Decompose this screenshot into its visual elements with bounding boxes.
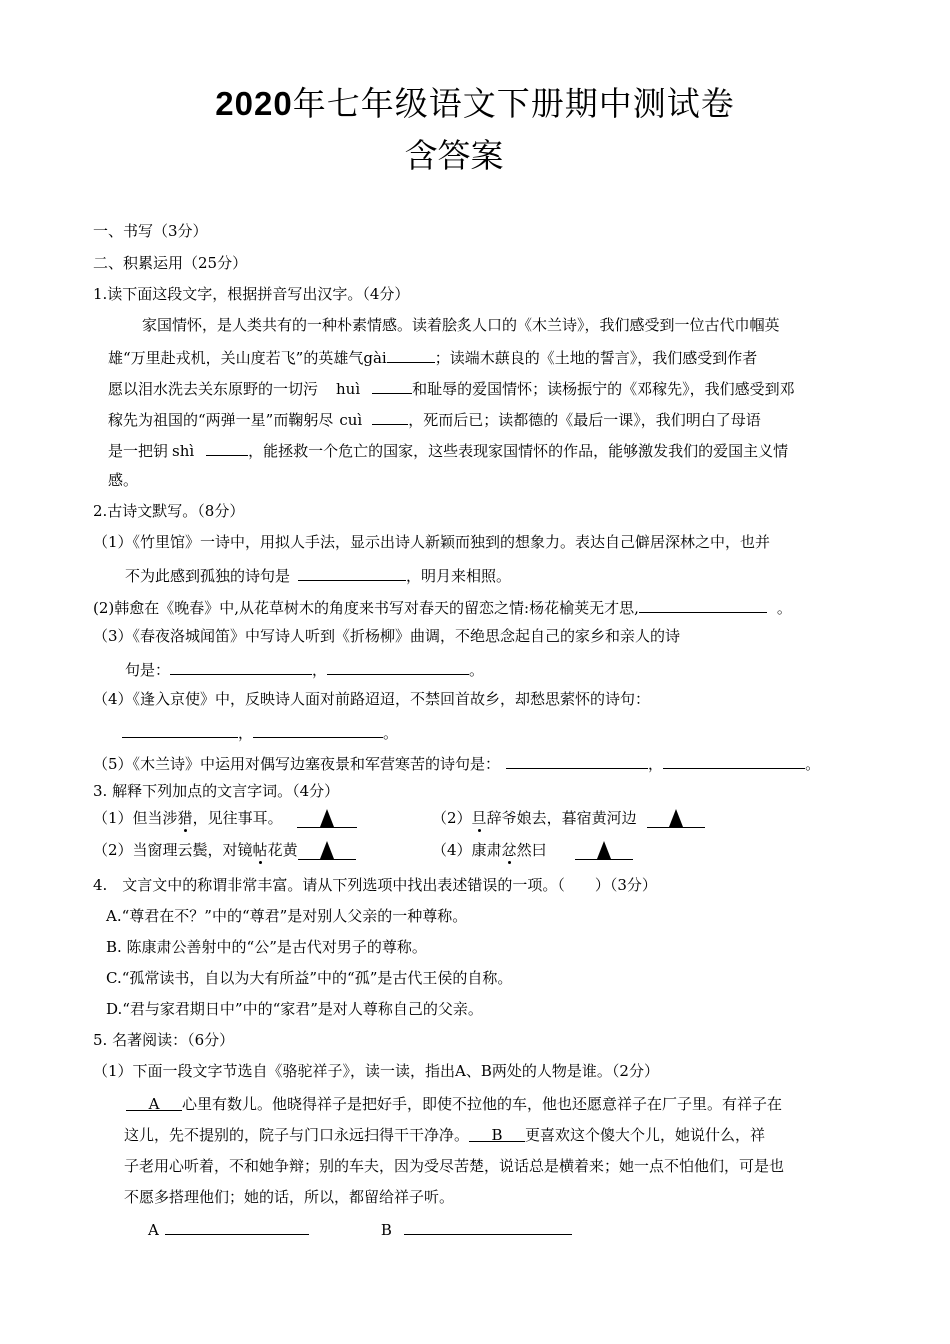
passage-line: 子老用心听着，不和她争辩；别的车夫，因为受尽苦楚，说话总是横着来；她一点不怕他们，可是也 xyxy=(124,1157,785,1175)
question-2-part-4-cont: ， 。 xyxy=(122,721,950,743)
question-1-line: 愿以泪水洗去关东原野的一切污 huì 和耻辱的爱国情怀；读杨振宁的《邓稼先》，我们感受到邓 xyxy=(108,377,950,399)
answer-blank[interactable] xyxy=(298,841,356,860)
question-4-option-d[interactable]: D.“君与家君期日中”中的“家君”是对人尊称自己的父亲。 xyxy=(106,1000,483,1018)
question-1-stem: 1.读下面这段文字，根据拼音写出汉字。（4分） xyxy=(93,285,410,303)
title-main: 年七年级语文下册期中测试卷 xyxy=(292,84,735,123)
answer-blank[interactable] xyxy=(372,377,412,394)
question-4-stem: 4. 文言文中的称谓非常丰富。请从下列选项中找出表述错误的一项。（ ）（3分） xyxy=(93,876,657,894)
answer-blank[interactable] xyxy=(297,809,357,828)
answer-blank[interactable] xyxy=(506,752,648,769)
answer-blank-a[interactable]: A xyxy=(126,1094,182,1111)
question-1-line: 稼先为祖国的“两弹一星”而鞠躬尽 cuì ，死而后已；读都德的《最后一课》，我们明白了母语 xyxy=(108,408,950,430)
triangle-marker-icon xyxy=(320,841,334,859)
pinyin: gài xyxy=(363,349,387,367)
question-2-part-1: （1）《竹里馆》一诗中，用拟人手法，显示出诗人新颖而独到的想象力。表达自己僻居深林之中，也并 xyxy=(93,533,771,551)
dotted-char: 猎 xyxy=(177,809,193,827)
triangle-marker-icon xyxy=(320,809,334,827)
answer-blank[interactable] xyxy=(387,346,435,363)
triangle-marker-icon xyxy=(597,841,611,859)
question-1-line: 家国情怀，是人类共有的一种朴素情感。读着脍炙人口的《木兰诗》，我们感受到一位古代巾帼英 xyxy=(142,316,780,334)
question-2-part-4: （4）《逢入京使》中，反映诗人面对前路迢迢，不禁回首故乡，却愁思萦怀的诗句： xyxy=(93,690,651,708)
question-2-stem: 2.古诗文默写。（8分） xyxy=(93,502,245,520)
question-3-item-3: （2）当窗理云鬓，对镜帖花黄 xyxy=(93,840,950,860)
question-1-line: 感。 xyxy=(108,471,139,489)
answer-blank[interactable] xyxy=(206,439,248,456)
passage-line: 这儿，先不提别的，院子与门口永远扫得干干净净。 B 更喜欢这个傻大个儿，她说什么，祥 xyxy=(124,1126,766,1144)
question-1-line: 雄“万里赴戎机，关山度若飞”的英雄气gài ；读端木蕻良的《土地的誓言》，我们感受到作者 xyxy=(108,346,950,368)
answer-blank-b[interactable]: B xyxy=(469,1125,525,1142)
answer-field-b[interactable] xyxy=(404,1218,572,1235)
question-3-item-1: （1）但当涉猎，见往事耳。 xyxy=(93,808,950,828)
dotted-char: 帖 xyxy=(252,841,268,859)
page-subtitle: 含答案 xyxy=(404,136,504,175)
answer-blank[interactable] xyxy=(298,564,406,581)
answer-blank[interactable] xyxy=(327,658,469,675)
dotted-char: 忿 xyxy=(501,841,517,859)
section-1-heading: 一、书写（3分） xyxy=(93,222,208,240)
question-3-stem: 3. 解释下列加点的文言字词。（4分） xyxy=(93,782,340,800)
page-title xyxy=(0,78,950,125)
answer-blank[interactable] xyxy=(253,721,383,738)
answer-field-a[interactable] xyxy=(165,1218,309,1235)
answer-blank[interactable] xyxy=(170,658,312,675)
passage-line: 不愿多搭理他们；她的话，所以，都留给祥子听。 xyxy=(124,1188,455,1206)
answer-blank[interactable] xyxy=(639,596,767,613)
answer-blank[interactable] xyxy=(372,408,408,425)
pinyin: huì xyxy=(336,380,361,398)
answer-blank[interactable] xyxy=(663,752,805,769)
question-4-option-c[interactable]: C.“孤常读书，自以为大有所益”中的“孤”是古代王侯的自称。 xyxy=(106,969,513,987)
answer-blank[interactable] xyxy=(122,721,238,738)
question-3-item-4: （4）康肃忿然曰 xyxy=(432,840,950,860)
title-year: 2020 xyxy=(215,85,293,122)
question-2-part-2: (2)韩愈在《晚春》中,从花草树木的角度来书写对春天的留恋之情:杨花榆荚无才思, 。 xyxy=(93,596,950,618)
question-2-part-5: （5）《木兰诗》中运用对偶写边塞夜景和军营寒苦的诗句是： ， 。 xyxy=(93,752,950,774)
answer-line: A B xyxy=(148,1218,950,1240)
passage-line: A 心里有数儿。他晓得祥子是把好手，即使不拉他的车，他也还愿意祥子在厂子里。有祥子在 xyxy=(108,1094,950,1114)
answer-blank[interactable] xyxy=(575,841,633,860)
answer-blank[interactable] xyxy=(647,809,705,828)
question-5-stem: 5. 名著阅读：（6分） xyxy=(93,1031,235,1049)
question-4-option-a[interactable]: A.“尊君在不？”中的“尊君”是对别人父亲的一种尊称。 xyxy=(106,907,468,925)
question-1-line: 是一把钥 shì ，能拯救一个危亡的国家，这些表现家国情怀的作品，能够激发我们的爱国主义情 xyxy=(108,439,950,461)
triangle-marker-icon xyxy=(669,809,683,827)
question-2-part-3: （3）《春夜洛城闻笛》中写诗人听到《折杨柳》曲调，不绝思念起自己的家乡和亲人的诗 xyxy=(93,627,681,645)
question-3-item-2: （2）旦辞爷娘去，暮宿黄河边 xyxy=(432,808,950,828)
question-5-sub-1: （1）下面一段文字节选自《骆驼祥子》，读一读，指出A、B两处的人物是谁。（2分） xyxy=(93,1062,659,1080)
pinyin: shì xyxy=(172,442,195,460)
section-2-heading: 二、积累运用（25分） xyxy=(93,254,248,272)
pinyin: cuì xyxy=(339,411,363,429)
question-2-part-1-cont: 不为此感到孤独的诗句是 ，明月来相照。 xyxy=(125,564,950,586)
question-4-option-b[interactable]: B. 陈康肃公善射中的“公”是古代对男子的尊称。 xyxy=(106,938,427,956)
question-2-part-3-cont: 句是： ， 。 xyxy=(125,658,950,680)
dotted-char: 旦 xyxy=(471,809,487,827)
